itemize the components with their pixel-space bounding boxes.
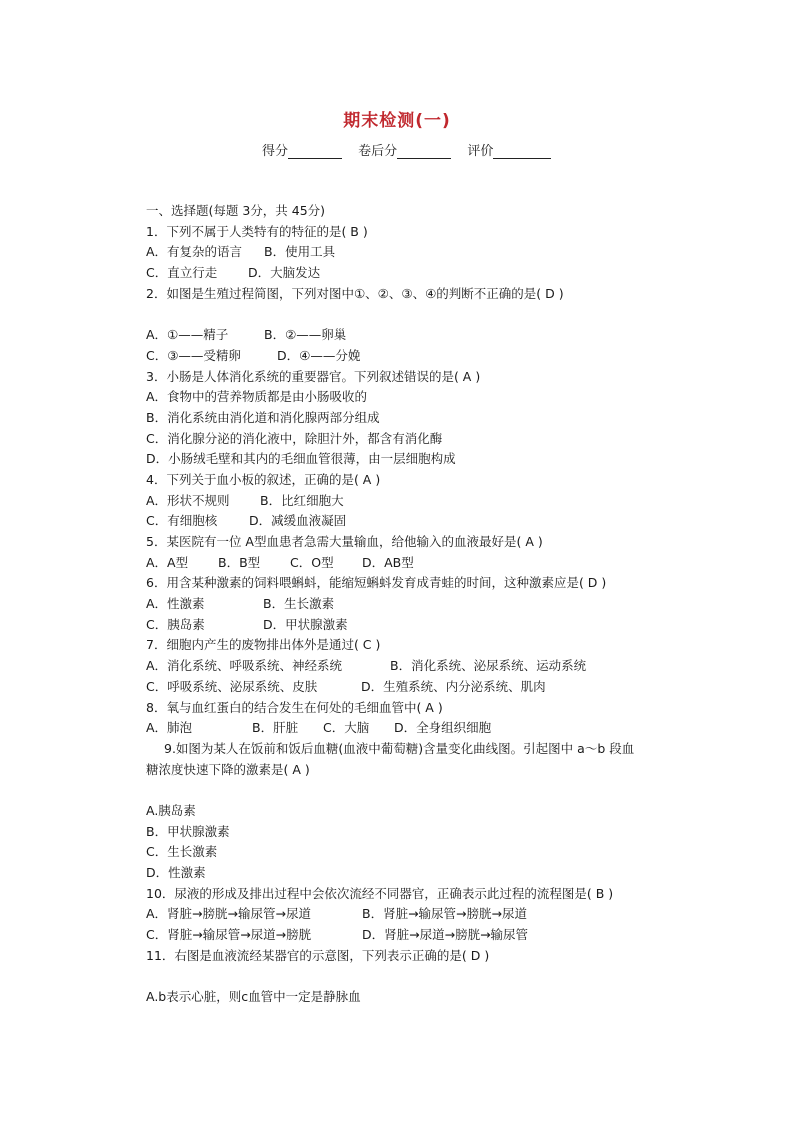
paper-score-field: 卷后分 [358,140,451,159]
q11-stem: 11．右图是血液流经某器官的示意图，下列表示正确的是( D ) [146,947,490,963]
q6-stem: 6．用含某种激素的饲料喂蝌蚪，能缩短蝌蚪发育成青蛙的时间，这种激素应是( D ) [146,575,607,591]
q3-option-b: B．消化系统由消化道和消化腺两部分组成 [146,409,380,425]
q1-stem: 1．下列不属于人类特有的特征的是( B ) [146,223,368,239]
evaluation-blank [493,146,551,159]
question-list [146,201,686,1008]
q4-options-ab: A．形状不规则 B．比红细胞大 [146,492,344,508]
q11-figure-space [146,966,686,987]
q9-option-a: A.胰岛素 [146,802,196,818]
q6-options-ab: A．性激素 B．生长激素 [146,596,335,612]
q10-options-ab: A．肾脏→膀胱→输尿管→尿道 B．肾脏→输尿管→膀胱→尿道 [146,906,527,922]
q3-option-a: A．食物中的营养物质都是由小肠吸收的 [146,389,368,405]
q3-stem: 3．小肠是人体消化系统的重要器官。下列叙述错误的是( A ) [146,368,481,384]
q9-stem-line1: 9.如图为某人在饭前和饭后血糖(血液中葡萄糖)含量变化曲线图。引起图中 a～b 段血 [164,740,635,756]
q6-options-cd: C．胰岛素 D．甲状腺激素 [146,616,348,632]
q8-stem: 8．氧与血红蛋白的结合发生在何处的毛细血管中( A ) [146,699,443,715]
score-line [262,140,563,159]
q11-option-a: A.b表示心脏，则c血管中一定是静脉血 [146,989,361,1005]
q9-option-c: C．生长激素 [146,844,218,860]
q7-stem: 7．细胞内产生的废物排出体外是通过( C ) [146,637,381,653]
q2-stem: 2．如图是生殖过程简图，下列对图中①、②、③、④的判断不正确的是( D ) [146,285,564,301]
q7-options-ab: A．消化系统、呼吸系统、神经系统 B．消化系统、泌尿系统、运动系统 [146,658,587,674]
q7-options-cd: C．呼吸系统、泌尿系统、皮肤 D．生殖系统、内分泌系统、肌肉 [146,678,546,694]
q9-option-d: D．性激素 [146,865,206,880]
q10-stem: 10．尿液的形成及排出过程中会依次流经不同器官，正确表示此过程的流程图是( B ) [146,885,614,901]
q4-stem: 4．下列关于血小板的叙述，正确的是( A ) [146,471,381,487]
page-title: 期末检测(一) [343,111,451,131]
q1-options-cd: C．直立行走 D．大脑发达 [146,265,321,281]
q8-options: A．肺泡 B．肝脏 C．大脑 D．全身组织细胞 [146,720,492,736]
q3-option-c: C．消化腺分泌的消化液中，除胆汁外，都含有消化酶 [146,430,443,446]
q2-options-cd: C．③——受精卵 D．④——分娩 [146,347,361,363]
q4-options-cd: C．有细胞核 D．减缓血液凝固 [146,513,347,529]
section-heading: 一、选择题(每题 3分，共 45分) [146,203,326,218]
q9-figure-space [146,780,686,801]
q5-stem: 5．某医院有一位 A型血患者急需大量输血，给他输入的血液最好是( A ) [146,534,543,549]
score-blank [288,146,342,159]
q2-figure-space [146,304,686,325]
q10-options-cd: C．肾脏→输尿管→尿道→膀胱 D．肾脏→尿道→膀胱→输尿管 [146,927,529,943]
evaluation-field: 评价 [467,140,551,159]
q9-stem-line2: 糖浓度快速下降的激素是( A ) [146,761,310,777]
score-field: 得分 [262,140,342,159]
q2-options-ab: A．①——精子 B．②——卵巢 [146,327,347,343]
paper-score-blank [397,146,451,159]
q1-options-ab: A．有复杂的语言 B．使用工具 [146,244,336,260]
q5-options: A．A型 B．B型 C．O型 D．AB型 [146,554,414,570]
q9-option-b: B．甲状腺激素 [146,823,230,839]
q3-option-d: D．小肠绒毛壁和其内的毛细血管很薄，由一层细胞构成 [146,451,456,467]
